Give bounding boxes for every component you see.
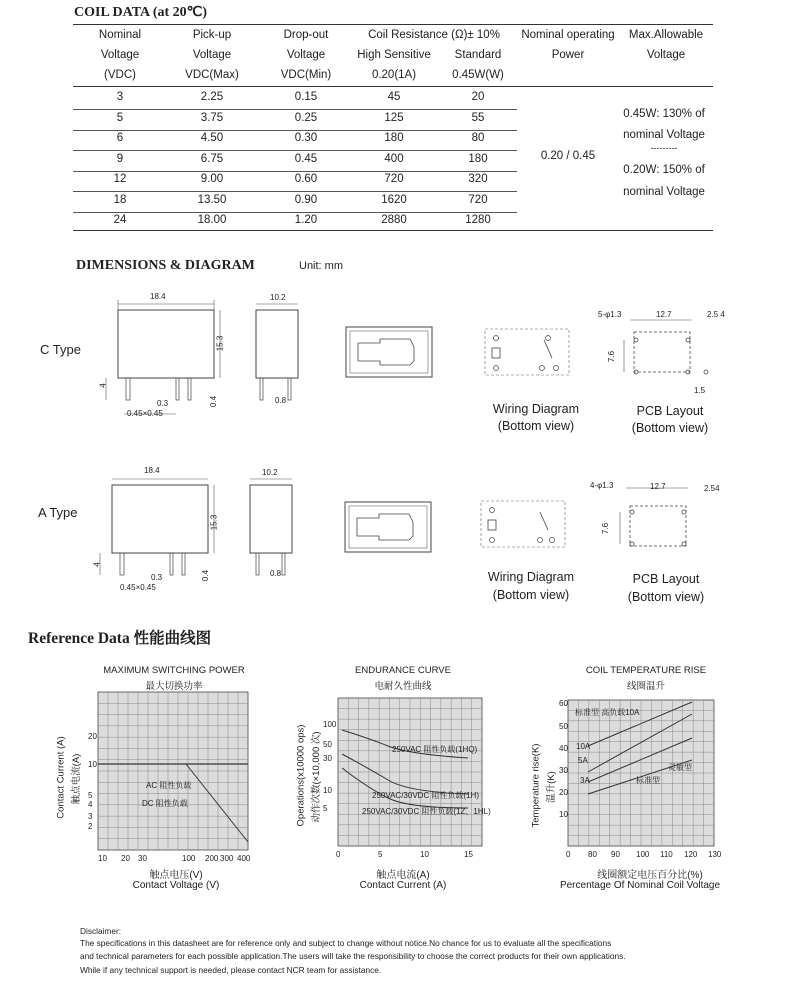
pcb-edge-a: 2.54 bbox=[704, 484, 720, 493]
coil-cell: 720 bbox=[468, 193, 488, 206]
dim-height: 15.3 bbox=[215, 335, 225, 352]
c-type-label: C Type bbox=[40, 342, 81, 357]
row-rule bbox=[73, 171, 517, 172]
coil-cell: 9 bbox=[116, 152, 124, 165]
pcb-hole-a: 4-φ1.3 bbox=[590, 481, 614, 490]
chart2-plot bbox=[338, 698, 482, 846]
c2-xtick: 0 bbox=[336, 850, 341, 859]
dim-pin-d: 0.8 bbox=[270, 569, 282, 578]
c3-xtick: 80 bbox=[588, 850, 597, 859]
c3-xtick: 110 bbox=[660, 850, 673, 859]
c2-xtick: 10 bbox=[420, 850, 429, 859]
hdr-high-sensitive: High Sensitive bbox=[357, 49, 431, 61]
chart2-xlabel: Contact Current (A) bbox=[359, 880, 447, 891]
c1-xtick: 200 bbox=[205, 854, 219, 863]
disclaimer-head: Disclaimer: bbox=[80, 926, 122, 936]
chart3-ylabel-cn: 温升(K) bbox=[546, 771, 557, 803]
chart3-line5: 灵敏型 bbox=[668, 763, 692, 772]
chart2-series3: 250VAC/30VDC 阻性负载(1Z、1HL) bbox=[362, 807, 491, 816]
pcb-width-a: 12.7 bbox=[650, 482, 666, 491]
coil-cell: 12 bbox=[113, 173, 127, 185]
chart1-xlabel: Contact Voltage (V) bbox=[132, 880, 220, 891]
chart1-xlabel-cn: 触点电压(V) bbox=[149, 870, 203, 881]
a-pcb-label: PCB Layout bbox=[632, 572, 700, 586]
chart3-plot bbox=[568, 700, 714, 846]
disclaimer-line: The specifications in this datasheet are for reference only and subject to change without notice.No chance for us to evaluate all the specifications bbox=[80, 938, 612, 948]
dim-pin-length: 4 bbox=[98, 383, 108, 388]
chart1-plot bbox=[98, 692, 248, 850]
row-rule bbox=[73, 212, 517, 213]
dim-pin-spacing: 0.4 bbox=[201, 569, 211, 582]
c1-xtick: 20 bbox=[121, 854, 130, 863]
c3-xtick: 0 bbox=[566, 850, 571, 859]
c2-xtick: 15 bbox=[464, 850, 473, 859]
chart3-line4: 3A bbox=[580, 776, 590, 785]
pcb-width-c: 12.7 bbox=[656, 310, 672, 319]
c1-xtick: 30 bbox=[138, 854, 147, 863]
reference-title: Reference Data 性能曲线图 bbox=[28, 630, 212, 647]
c2-ytick: 5 bbox=[323, 804, 328, 813]
hdr-voltage: Voltage bbox=[286, 49, 326, 61]
chart2-ylabel-cn: 动作次数(×10,000 次) bbox=[311, 731, 322, 823]
dim-pin-section: 0.45×0.45 bbox=[120, 583, 156, 592]
c3-ytick: 50 bbox=[559, 722, 568, 731]
c-type-pcb-layout bbox=[620, 318, 720, 388]
c2-ytick: 50 bbox=[323, 740, 332, 749]
hdr-nominal: Nominal bbox=[98, 29, 142, 41]
hdr-voltage: Voltage bbox=[192, 49, 232, 61]
coil-cell: 3 bbox=[116, 91, 124, 103]
allowable-line: 0.45W: 130% of bbox=[623, 108, 705, 120]
pcb-edge-c: 2.5 4 bbox=[707, 310, 725, 319]
c2-ytick: 30 bbox=[323, 754, 332, 763]
chart2-xlabel-cn: 触点电流(A) bbox=[376, 870, 430, 881]
c1-xtick: 100 bbox=[182, 854, 196, 863]
c3-xtick: 90 bbox=[611, 850, 620, 859]
chart1-ac-label: AC 阻性负载 bbox=[146, 781, 192, 790]
coil-cell: 2880 bbox=[381, 214, 407, 226]
c2-ytick: 10 bbox=[323, 786, 332, 795]
c1-xtick: 400 bbox=[237, 854, 251, 863]
c1-ytick: 5 bbox=[88, 791, 93, 800]
allowable-line: nominal Voltage bbox=[623, 186, 705, 198]
row-rule bbox=[73, 109, 517, 110]
coil-cell: 13.50 bbox=[197, 193, 227, 206]
dim-depth: 10.2 bbox=[270, 293, 286, 302]
chart1-title-cn: 最大切换功率 bbox=[145, 681, 203, 692]
a-type-top-view bbox=[343, 500, 433, 556]
c3-ytick: 30 bbox=[559, 766, 568, 775]
coil-cell: 720 bbox=[384, 173, 404, 185]
a-type-wiring-diagram bbox=[480, 500, 566, 548]
hdr-dropout: Drop-out bbox=[283, 29, 329, 41]
chart3-xlabel-cn: 线圈额定电压百分比(%) bbox=[597, 870, 703, 881]
coil-cell: 18 bbox=[113, 193, 127, 206]
hdr-unit: VDC(Min) bbox=[280, 69, 332, 81]
hdr-pickup: Pick-up bbox=[192, 29, 232, 41]
table-top-rule bbox=[73, 24, 713, 25]
coil-cell: 0.60 bbox=[294, 173, 318, 185]
pcb-hole-c: 5-φ1.3 bbox=[598, 310, 622, 319]
coil-cell: 1280 bbox=[465, 214, 491, 226]
chart3-title-cn: 线圈温升 bbox=[626, 681, 665, 692]
chart1-title: MAXIMUM SWITCHING POWER bbox=[103, 665, 245, 676]
chart3-ylabel: Temperature rise(K) bbox=[530, 743, 542, 828]
hdr-unit: 0.20(1A) bbox=[371, 69, 417, 81]
chart2-ylabel: Operations(x10000 ops) bbox=[295, 724, 307, 827]
c3-xtick: 100 bbox=[636, 850, 650, 859]
coil-cell: 1.20 bbox=[294, 214, 318, 226]
coil-cell: 0.30 bbox=[294, 132, 318, 144]
coil-cell: 2.25 bbox=[200, 91, 224, 103]
nominal-power-value: 0.20 / 0.45 bbox=[540, 150, 596, 162]
row-rule bbox=[73, 130, 517, 131]
a-type-label: A Type bbox=[38, 505, 78, 520]
pcb-height-a: 7.6 bbox=[601, 522, 611, 535]
chart1-ylabel: Contact Current (A) bbox=[55, 736, 67, 819]
coil-cell: 4.50 bbox=[200, 132, 224, 144]
coil-cell: 6 bbox=[116, 132, 124, 144]
c1-ytick: 4 bbox=[88, 800, 93, 809]
c-wiring-label: Wiring Diagram bbox=[492, 402, 580, 416]
c2-ytick: 100 bbox=[323, 720, 337, 729]
coil-cell: 5 bbox=[116, 111, 124, 124]
hdr-unit: (VDC) bbox=[104, 69, 136, 81]
coil-cell: 0.45 bbox=[294, 152, 318, 165]
dim-depth: 10.2 bbox=[262, 468, 278, 477]
a-pcb-bottom: (Bottom view) bbox=[627, 590, 705, 604]
hdr-coil-resistance: Coil Resistance (Ω)± 10% bbox=[368, 29, 500, 41]
coil-cell: 400 bbox=[384, 152, 404, 165]
chart2-title-cn: 电耐久性曲线 bbox=[374, 681, 432, 692]
hdr-nominal-operating: Nominal operating bbox=[521, 29, 615, 41]
coil-cell: 1620 bbox=[381, 193, 407, 206]
coil-cell: 0.15 bbox=[294, 91, 318, 103]
hdr-power: Power bbox=[551, 49, 585, 61]
coil-cell: 125 bbox=[384, 111, 404, 124]
coil-cell: 45 bbox=[387, 91, 401, 103]
table-header-rule bbox=[73, 86, 713, 87]
coil-cell: 6.75 bbox=[200, 152, 224, 165]
chart3-line1: 标准型 高负载10A bbox=[575, 708, 640, 717]
dim-pin-width: 0.3 bbox=[151, 573, 163, 582]
c-pcb-bottom: (Bottom view) bbox=[631, 421, 709, 435]
c-type-top-view bbox=[344, 325, 434, 381]
unit-label: Unit: mm bbox=[299, 260, 343, 272]
coil-cell: 0.25 bbox=[294, 111, 318, 124]
c3-ytick: 60 bbox=[559, 699, 568, 708]
c3-xtick: 120 bbox=[684, 850, 698, 859]
coil-cell: 180 bbox=[384, 132, 404, 144]
hdr-unit: 0.45W(W) bbox=[452, 69, 504, 81]
coil-cell: 20 bbox=[471, 91, 485, 103]
dim-pin-section: 0.45×0.45 bbox=[127, 409, 163, 418]
hdr-max-allowable: Max.Allowable bbox=[628, 29, 704, 41]
disclaimer-line: and technical parameters for each possible application.The users will take the responsibility to choose the correct products for their own applications. bbox=[80, 951, 626, 961]
chart3-line6: 标准型 bbox=[636, 776, 660, 785]
coil-cell: 320 bbox=[468, 173, 488, 185]
a-wiring-bottom: (Bottom view) bbox=[492, 588, 570, 602]
row-rule bbox=[73, 191, 517, 192]
dimensions-title: DIMENSIONS & DIAGRAM bbox=[76, 258, 255, 273]
dim-pin-spacing: 0.4 bbox=[209, 395, 219, 408]
c3-ytick: 20 bbox=[559, 788, 568, 797]
coil-cell: 9.00 bbox=[200, 173, 224, 185]
c1-xtick: 300 bbox=[220, 854, 234, 863]
chart3-line3: 5A bbox=[578, 756, 588, 765]
coil-cell: 180 bbox=[468, 152, 488, 165]
hdr-unit: VDC(Max) bbox=[185, 69, 239, 81]
dim-width: 18.4 bbox=[150, 292, 166, 301]
allowable-separator: --------- bbox=[650, 143, 678, 153]
c1-ytick: 2 bbox=[88, 822, 93, 831]
dim-height: 15.3 bbox=[209, 514, 219, 531]
dim-pin-length: 4 bbox=[92, 562, 102, 567]
chart1-ylabel-cn: 触点电流(A) bbox=[71, 753, 82, 805]
row-rule bbox=[73, 150, 517, 151]
pcb-height-c: 7.6 bbox=[607, 350, 617, 363]
dim-width: 18.4 bbox=[144, 466, 160, 475]
dim-pin-d: 0.8 bbox=[275, 396, 287, 405]
hdr-voltage: Voltage bbox=[100, 49, 140, 61]
allowable-line: 0.20W: 150% of bbox=[623, 164, 705, 176]
c3-xtick: 130 bbox=[708, 850, 722, 859]
chart3-title: COIL TEMPERATURE RISE bbox=[585, 665, 707, 676]
pcb-pitch-c: 1.5 bbox=[694, 386, 706, 395]
chart3-xlabel: Percentage Of Nominal Coil Voltage bbox=[559, 880, 721, 891]
c-type-wiring-diagram bbox=[484, 328, 570, 376]
dim-pin-width: 0.3 bbox=[157, 399, 169, 408]
chart3-line2: 10A bbox=[576, 742, 591, 751]
c3-ytick: 40 bbox=[559, 744, 568, 753]
chart2-series1: 250VAC 阻性负载(1HQ) bbox=[392, 745, 478, 754]
allowable-line: nominal Voltage bbox=[623, 129, 705, 141]
c1-ytick: 20 bbox=[88, 732, 97, 741]
chart2-title: ENDURANCE CURVE bbox=[355, 665, 451, 676]
coil-cell: 0.90 bbox=[294, 193, 318, 206]
coil-data-title: COIL DATA (at 20℃) bbox=[74, 5, 208, 20]
c-pcb-label: PCB Layout bbox=[636, 404, 704, 418]
coil-cell: 24 bbox=[113, 214, 127, 226]
c3-ytick: 10 bbox=[559, 810, 568, 819]
a-type-pcb-layout bbox=[616, 486, 716, 556]
a-wiring-label: Wiring Diagram bbox=[487, 570, 575, 584]
hdr-standard: Standard bbox=[454, 49, 502, 61]
chart2-series2: 250VAC/30VDC 阻性负载(1H) bbox=[372, 791, 479, 800]
table-bottom-rule bbox=[73, 230, 713, 231]
chart1-dc-label: DC 阻性负载 bbox=[142, 799, 188, 808]
c-wiring-bottom: (Bottom view) bbox=[497, 419, 575, 433]
coil-cell: 55 bbox=[471, 111, 485, 124]
coil-cell: 80 bbox=[471, 132, 485, 144]
c2-xtick: 5 bbox=[378, 850, 383, 859]
c1-ytick: 10 bbox=[88, 760, 97, 769]
c1-xtick: 10 bbox=[98, 854, 107, 863]
c1-ytick: 3 bbox=[88, 812, 93, 821]
coil-cell: 3.75 bbox=[200, 111, 224, 124]
hdr-voltage: Voltage bbox=[646, 49, 686, 61]
coil-cell: 18.00 bbox=[197, 214, 227, 226]
disclaimer-line: While if any technical support is needed, please contact NCR team for assistance. bbox=[80, 965, 382, 975]
